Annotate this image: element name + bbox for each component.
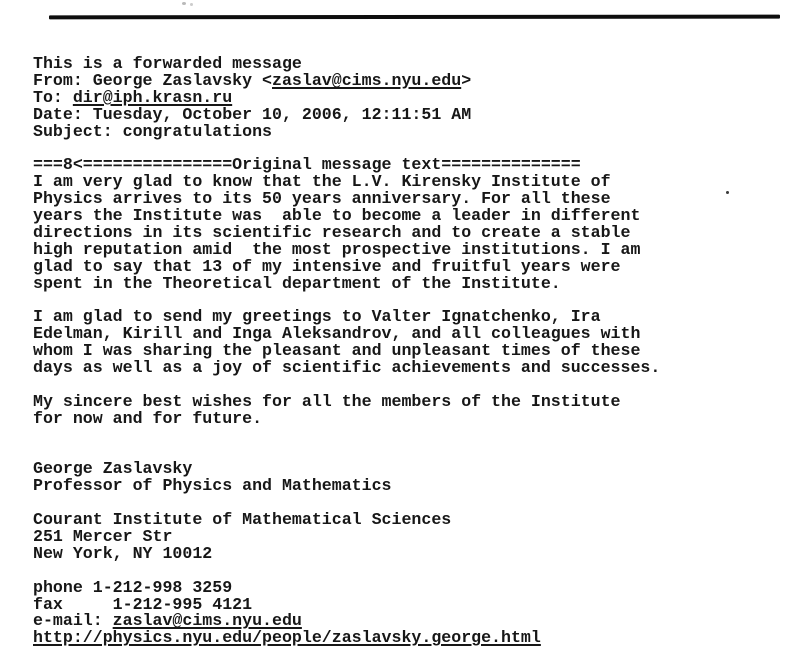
email-letter-text <box>33 56 660 647</box>
text-segment: Date: Tuesday, October 10, 2006, 12:11:51 AM <box>33 104 472 124</box>
contact-email-address: zaslav@cims.nyu.edu <box>112 611 302 631</box>
scan-top-rule <box>49 15 780 20</box>
text-segment: for now and for future. <box>33 408 263 428</box>
from-email-address: zaslav@cims.nyu.edu <box>272 70 462 90</box>
contact-url <box>33 630 660 647</box>
text-segment: George Zaslavsky <box>33 459 193 479</box>
text-segment: Physics arrives to its 50 years anniversary. For all these <box>33 189 611 209</box>
text-segment: days as well as a joy of scientific achievements and successes. <box>33 358 661 378</box>
text-segment: ===8<===============Original message text============== <box>33 155 581 175</box>
to-email-address: dir@iph.krasn.ru <box>72 87 233 107</box>
blank-line <box>33 428 660 445</box>
text-segment: Professor of Physics and Mathematics <box>33 476 392 496</box>
text-segment: Courant Institute of Mathematical Sciences <box>33 510 452 530</box>
scan-speck <box>182 2 186 5</box>
scan-noise-dot <box>726 191 729 194</box>
text-segment: phone 1-212-998 3259 <box>33 577 233 597</box>
signature-title <box>33 478 660 495</box>
text-segment: I am very glad to know that the L.V. Kirensky Institute of <box>33 172 611 192</box>
text-segment: 251 Mercer Str <box>33 526 173 546</box>
text-segment: spent in the Theoretical department of the Institute. <box>33 273 561 293</box>
body-line <box>33 408 660 428</box>
text-segment: whom I was sharing the pleasant and unpleasant times of these <box>33 341 641 361</box>
homepage-url: http://physics.nyu.edu/people/zaslavsky.george.html <box>33 628 541 648</box>
scan-speck <box>190 3 193 6</box>
text-segment: This is a forwarded message <box>33 54 302 73</box>
text-segment: To: <box>33 87 73 107</box>
text-segment: directions in its scientific research and to create a stable <box>33 222 631 242</box>
text-segment: Subject: congratulations <box>33 121 272 141</box>
header-subject <box>33 121 660 141</box>
text-segment: fax 1-212-995 4121 <box>33 594 253 614</box>
text-segment: Edelman, Kirill and Inga Aleksandrov, and all colleagues with <box>33 324 641 344</box>
body-line <box>33 360 660 377</box>
text-segment: My sincere best wishes for all the members of the Institute <box>33 391 621 411</box>
text-segment: e-mail: <box>33 611 113 631</box>
text-segment: From: George Zaslavsky < <box>33 70 272 90</box>
text-segment: I am glad to send my greetings to Valter Ignatchenko, Ira <box>33 307 601 327</box>
text-segment: years the Institute was able to become a leader in different <box>33 206 641 226</box>
text-segment: > <box>461 70 472 90</box>
text-segment: New York, NY 10012 <box>33 543 213 563</box>
body-line <box>33 273 660 293</box>
text-segment: glad to say that 13 of my intensive and fruitful years were <box>33 256 621 276</box>
text-segment: high reputation amid the most prospective institutions. I am <box>33 239 641 259</box>
org-city <box>33 543 660 563</box>
